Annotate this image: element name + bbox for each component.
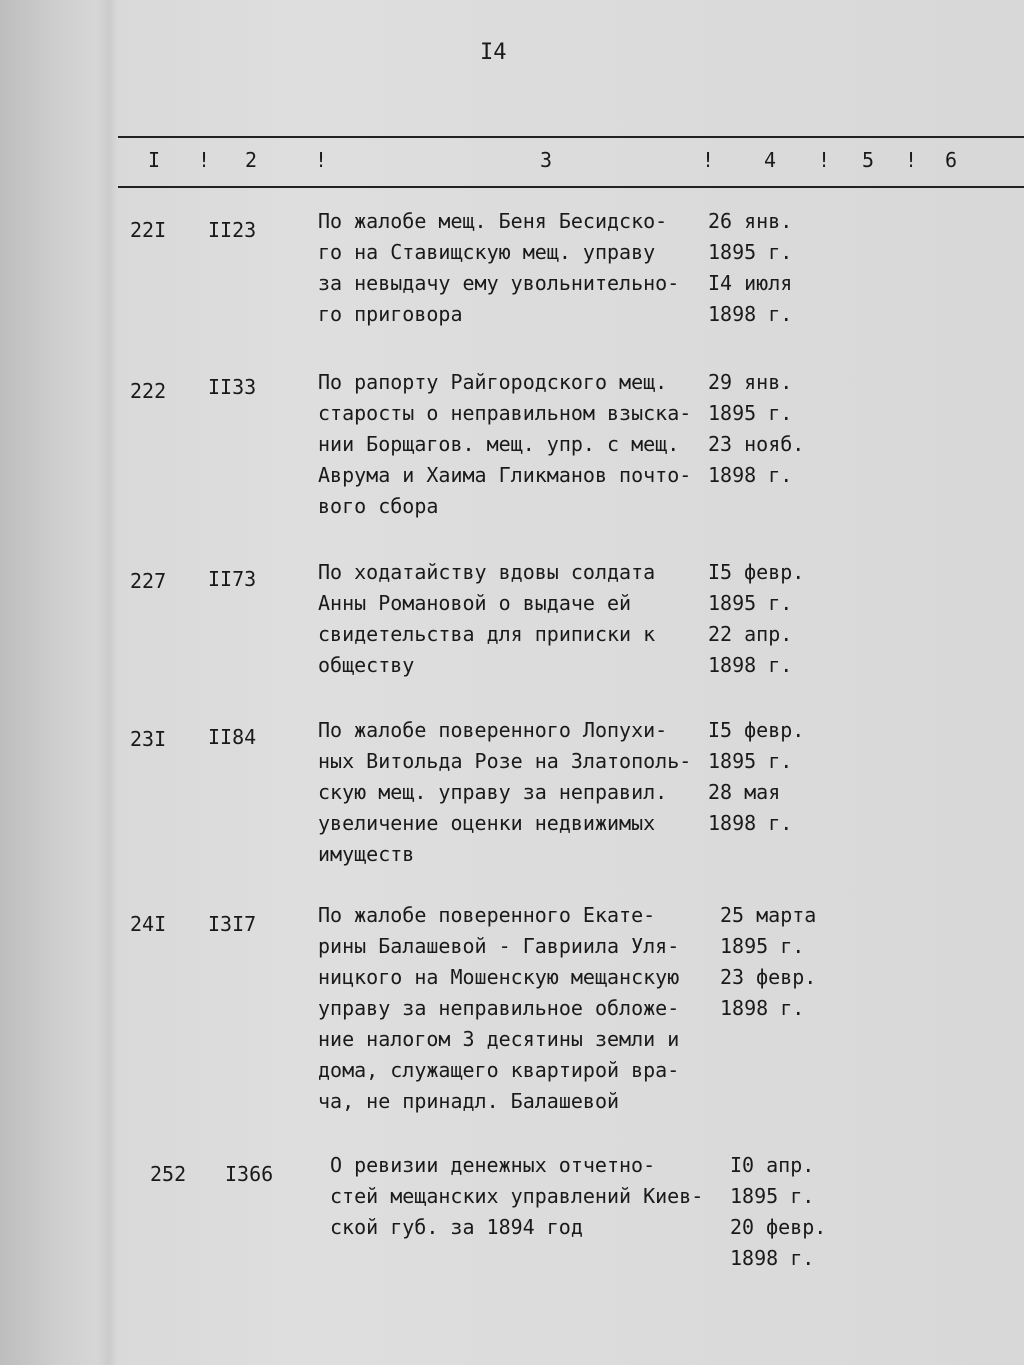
date-line: 28 мая [708,780,781,804]
date-line: 1898 г. [720,996,805,1020]
row-dates [708,206,792,330]
row-number: 222 [130,379,167,403]
description-line: рины Балашевой - Гавриила Уля- [318,934,680,958]
date-line: I5 февр. [708,718,805,742]
row-code: II33 [208,375,257,399]
date-line: 20 февр. [730,1215,827,1239]
row-number: 227 [130,569,167,593]
description-line: По жалобе мещ. Беня Бесидско- [318,209,668,233]
book-spine-shadow [96,0,118,1365]
row-description [318,206,679,330]
date-line: 1895 г. [708,749,793,773]
date-line: 1895 г. [730,1184,815,1208]
row-description [330,1150,703,1243]
description-line: стей мещанских управлений Киев- [330,1184,704,1208]
description-line: го приговора [318,302,463,326]
description-line: нии Борщагов. мещ. упр. с мещ. [318,432,680,456]
description-line: ние налогом 3 десятины земли и [318,1027,680,1051]
description-line: ча, не принадл. Балашевой [318,1089,620,1113]
header-col-5: 5 [862,148,875,172]
date-line: 1898 г. [730,1246,815,1270]
header-col-2: 2 [245,148,258,172]
description-line: По жалобе поверенного Екате- [318,903,656,927]
row-code: II84 [208,725,257,749]
row-dates [708,715,804,839]
description-line: По ходатайству вдовы солдата [318,560,656,584]
date-line: 1895 г. [708,240,793,264]
header-col-3: 3 [540,148,553,172]
description-line: имуществ [318,842,415,866]
date-line: 26 янв. [708,209,793,233]
row-dates [730,1150,826,1274]
row-number: 23I [130,727,167,751]
date-line: 1895 г. [720,934,805,958]
page-number: I4 [480,40,507,65]
description-line: увеличение оценки недвижимых [318,811,656,835]
row-description [318,557,655,681]
row-dates [708,557,804,681]
description-line: вого сбора [318,494,439,518]
date-line: 1898 г. [708,463,793,487]
date-line: 29 янв. [708,370,793,394]
description-line: старосты о неправильном взыска- [318,401,692,425]
description-line: управу за неправильное обложе- [318,996,680,1020]
description-line: свидетельства для приписки к [318,622,656,646]
description-line: Аврума и Хаима Гликманов почто- [318,463,692,487]
table-top-rule [118,136,1024,138]
description-line: О ревизии денежных отчетно- [330,1153,656,1177]
date-line: 25 марта [720,903,817,927]
row-dates [720,900,816,1024]
header-sep: ! [198,148,211,172]
row-description [318,715,691,870]
description-line: ных Витольда Розе на Златополь- [318,749,692,773]
description-line: ской губ. за 1894 год [330,1215,583,1239]
row-number: 22I [130,218,167,242]
row-number: 252 [150,1162,187,1186]
description-line: го на Ставищскую мещ. управу [318,240,656,264]
date-line: 1895 г. [708,401,793,425]
date-line: 22 апр. [708,622,793,646]
date-line: I0 апр. [730,1153,815,1177]
row-description [318,900,679,1117]
date-line: I5 февр. [708,560,805,584]
date-line: 1898 г. [708,653,793,677]
date-line: 23 февр. [720,965,817,989]
row-dates [708,367,804,491]
description-line: скую мещ. управу за неправил. [318,780,668,804]
header-sep: ! [702,148,715,172]
date-line: 1898 г. [708,302,793,326]
table-header-rule [118,186,1024,188]
row-code: I3I7 [208,912,257,936]
description-line: за невыдачу ему увольнительно- [318,271,680,295]
row-code: II23 [208,218,257,242]
row-description [318,367,691,522]
header-col-1: I [148,148,161,172]
description-line: По жалобе поверенного Лопухи- [318,718,668,742]
row-code: I366 [225,1162,274,1186]
description-line: По рапорту Райгородского мещ. [318,370,668,394]
date-line: I4 июля [708,271,793,295]
description-line: обществу [318,653,415,677]
header-sep: ! [905,148,918,172]
description-line: Анны Романовой о выдаче ей [318,591,632,615]
date-line: 23 нояб. [708,432,805,456]
row-code: II73 [208,567,257,591]
description-line: ницкого на Мошенскую мещанскую [318,965,680,989]
header-sep: ! [315,148,328,172]
description-line: дома, служащего квартирой вра- [318,1058,680,1082]
date-line: 1898 г. [708,811,793,835]
row-number: 24I [130,912,167,936]
header-sep: ! [818,148,831,172]
date-line: 1895 г. [708,591,793,615]
header-col-6: 6 [945,148,958,172]
header-col-4: 4 [764,148,777,172]
